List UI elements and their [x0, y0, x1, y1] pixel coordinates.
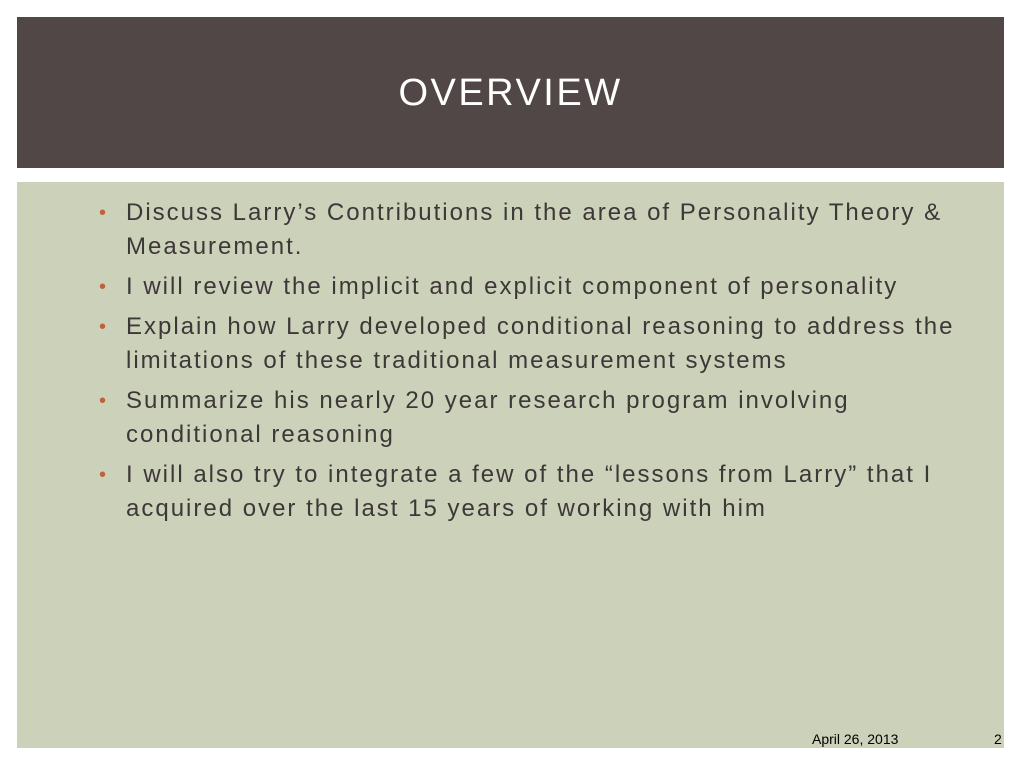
bullet-item — [99, 270, 979, 304]
title-bar — [17, 17, 1004, 168]
bullet-marker: • — [99, 316, 107, 338]
bullet-item — [99, 384, 979, 452]
bullet-marker: • — [99, 390, 107, 412]
bullet-item — [99, 310, 979, 378]
slide-title: OVERVIEW — [398, 72, 623, 114]
bullet-text: Discuss Larry’s Contributions in the area of Personality Theory & Measurement. — [126, 199, 943, 260]
content-panel — [17, 182, 1004, 748]
bullet-item — [99, 458, 979, 526]
bullet-text: I will review the implicit and explicit component of personality — [126, 273, 899, 300]
bullet-text: Summarize his nearly 20 year research program involving conditional reasoning — [126, 387, 850, 448]
bullet-marker: • — [99, 464, 107, 486]
footer-date: April 26, 2013 — [812, 731, 899, 747]
bullet-marker: • — [99, 276, 107, 298]
bullet-marker: • — [99, 202, 107, 224]
bullet-list — [99, 196, 979, 532]
page-number: 2 — [994, 731, 1002, 747]
bullet-item — [99, 196, 979, 264]
bullet-text: Explain how Larry developed conditional reasoning to address the limitations of these traditional measurement systems — [126, 313, 955, 374]
bullet-text: I will also try to integrate a few of the “lessons from Larry” that I acquired over the last 15 years of working with him — [126, 461, 933, 522]
